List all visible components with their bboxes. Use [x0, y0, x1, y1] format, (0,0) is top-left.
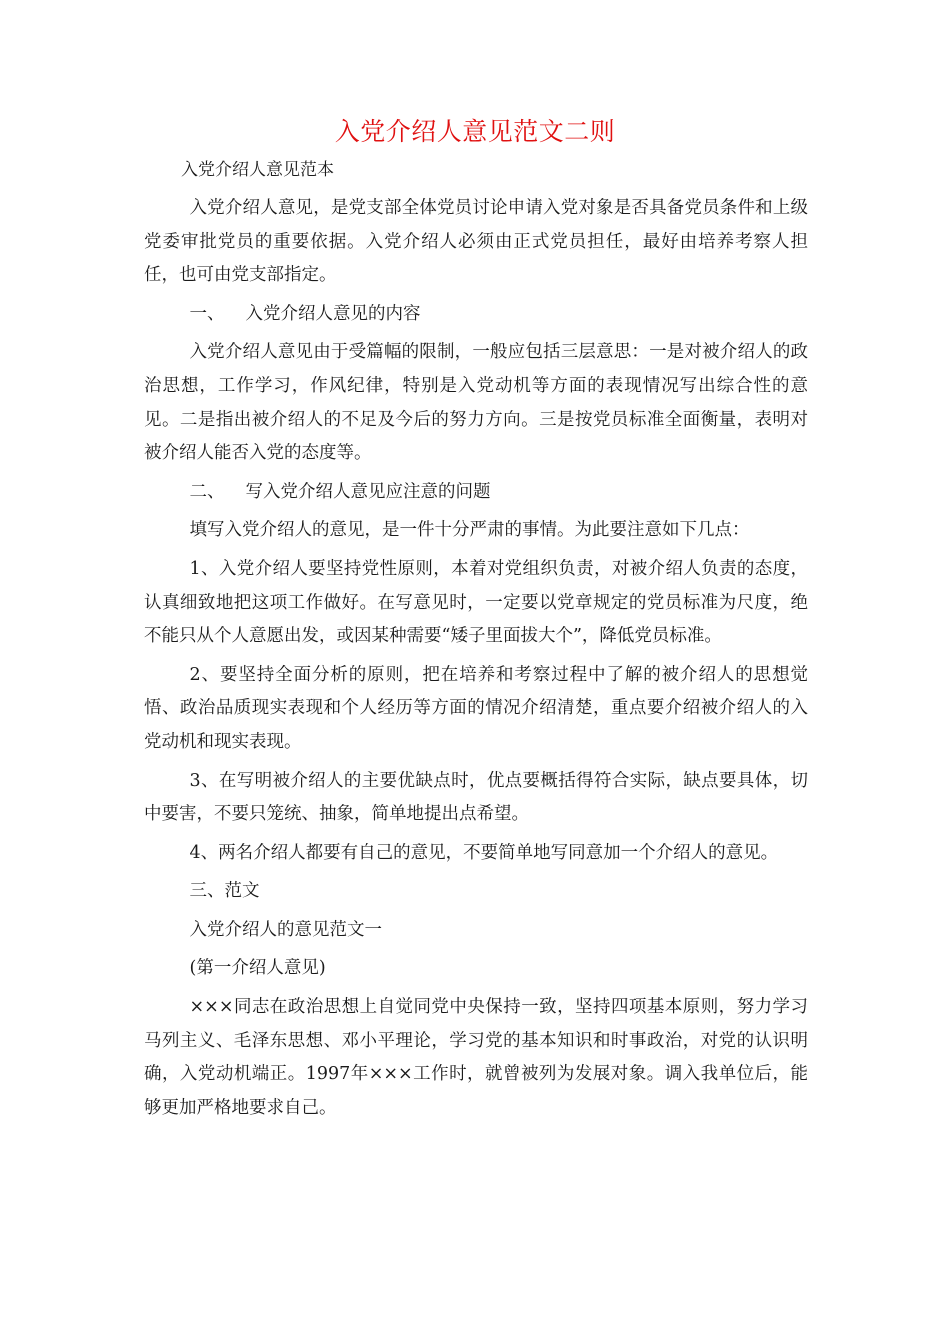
paragraph: 入党介绍人的意见范文一	[189, 919, 382, 940]
paragraph: ×××同志在政治思想上自觉同党中央保持一致，坚持四项基本原则，努力学习马列主义、毛泽东思想、邓小平理论，学习党的基本知识和时事政治，对党的认识明确，入党动机端正。1997年×××工作时，就曾被列为发展对象。调入我单位后，能够更加严格地要求自己。	[144, 997, 808, 1118]
document-body	[144, 192, 808, 1130]
paragraph: 入党介绍人意见，是党支部全体党员讨论申请入党对象是否具备党员条件和上级党委审批党员的重要依据。入党介绍人必须由正式党员担任，最好由培养考察人担任，也可由党支部指定。	[144, 198, 808, 286]
section-heading-text: 写入党介绍人意见应注意的问题	[245, 481, 491, 502]
document-subtitle: 入党介绍人意见范本	[181, 160, 334, 180]
paragraph: 4、两名介绍人都要有自己的意见，不要简单地写同意加一个介绍人的意见。	[189, 842, 779, 863]
paragraph: (第一介绍人意见)	[189, 958, 326, 979]
paragraph: 1、入党介绍人要坚持党性原则，本着对党组织负责，对被介绍人负责的态度，认真细致地把这项工作做好。在写意见时，一定要以党章规定的党员标准为尺度，绝不能只从个人意愿出发，或因某种需要“矮子里面拔大个”，降低党员标准。	[144, 558, 808, 647]
paragraph: 2、要坚持全面分析的原则，把在培养和考察过程中了解的被介绍人的思想觉悟、政治品质现实表现和个人经历等方面的情况介绍清楚，重点要介绍被介绍人的入党动机和现实表现。	[144, 664, 808, 752]
paragraph: 入党介绍人意见由于受篇幅的限制，一般应包括三层意思：一是对被介绍人的政治思想，工作学习，作风纪律，特别是入党动机等方面的表现情况写出综合性的意见。二是指出被介绍人的不足及今后的努力方向。三是按党员标准全面衡量，表明对被介绍人能否入党的态度等。	[144, 342, 808, 464]
section-heading-text: 范文	[224, 881, 260, 902]
paragraph: 3、在写明被介绍人的主要优缺点时，优点要概括得符合实际，缺点要具体，切中要害，不要只笼统、抽象，简单地提出点希望。	[144, 770, 808, 825]
section-heading-text: 入党介绍人意见的内容	[245, 303, 421, 324]
section-number: 二、	[189, 481, 225, 502]
document-title: 入党介绍人意见范文二则	[334, 117, 616, 146]
section-number: 一、	[189, 303, 225, 324]
section-number: 三、	[189, 881, 225, 902]
paragraph: 填写入党介绍人的意见，是一件十分严肃的事情。为此要注意如下几点：	[189, 520, 750, 541]
section-heading	[144, 476, 808, 510]
section-heading	[144, 875, 808, 909]
section-heading	[144, 298, 808, 332]
